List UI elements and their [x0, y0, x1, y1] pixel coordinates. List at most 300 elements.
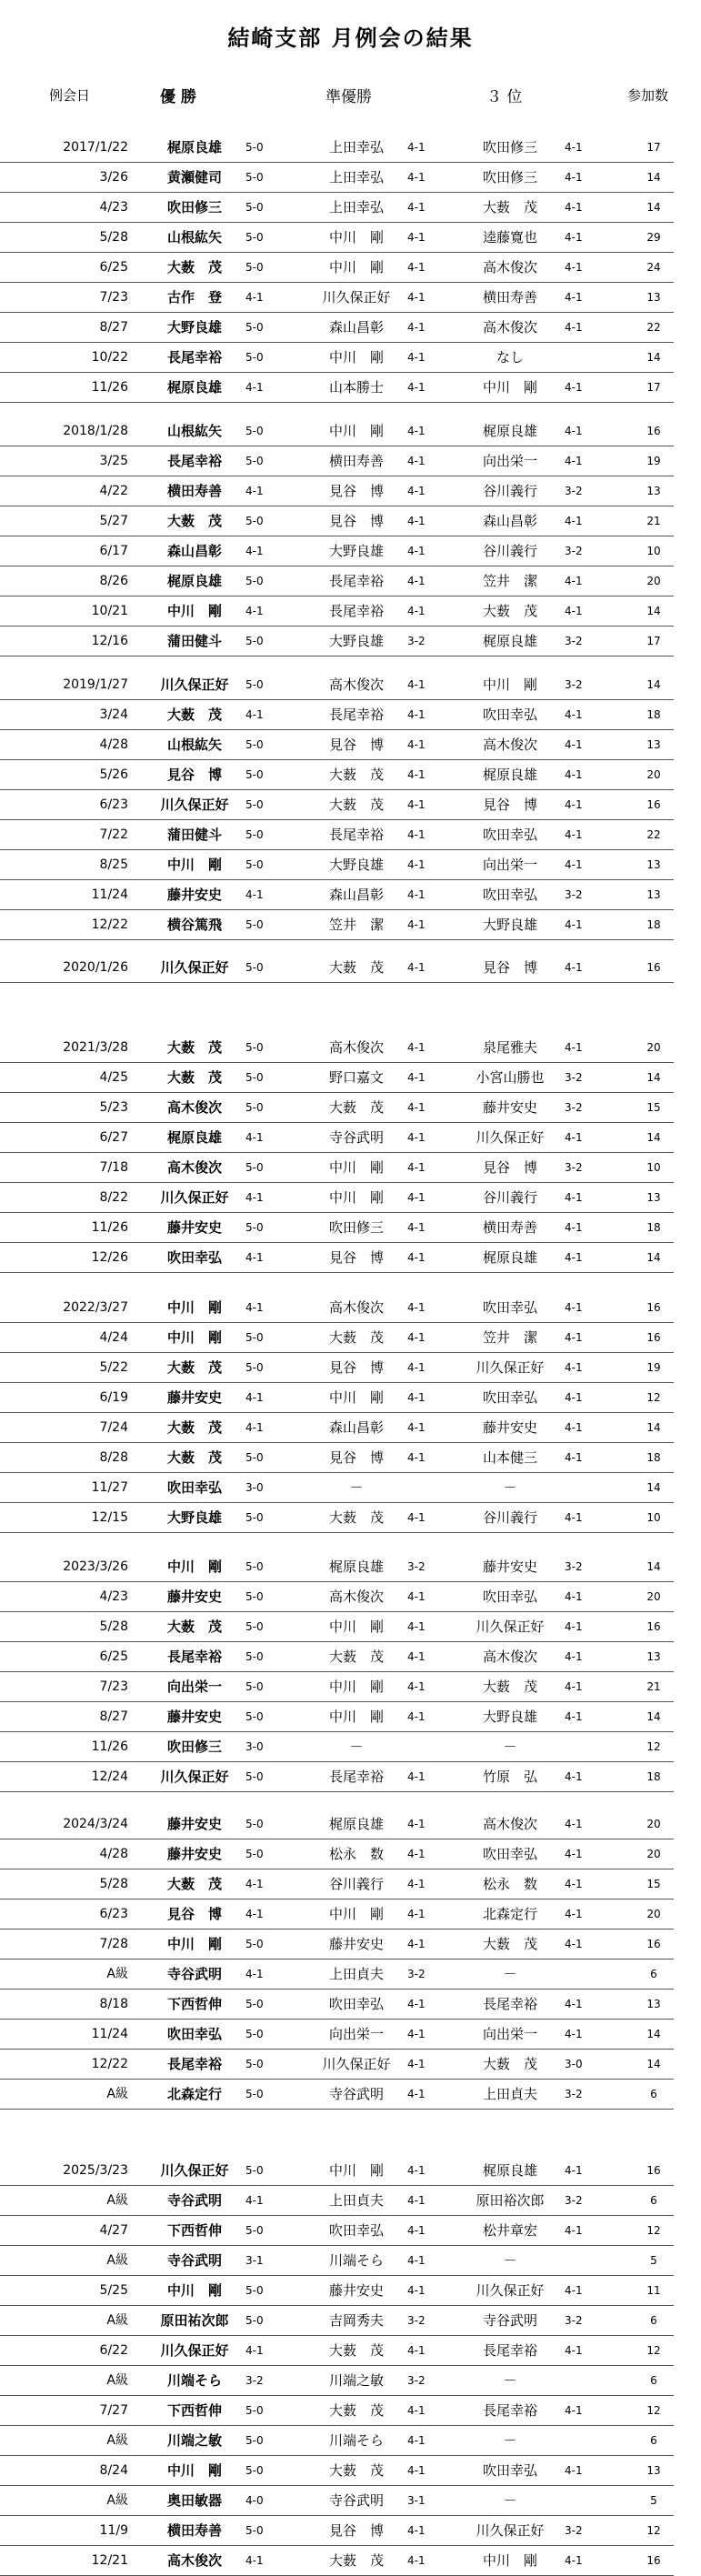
cell-count: 6 — [650, 2434, 657, 2447]
cell-winner-score: 3-0 — [245, 1481, 264, 1494]
cell-third-score: 4-1 — [565, 1710, 583, 1723]
cell-winner: 川久保正好 — [160, 797, 229, 813]
cell-third: 笠井 潔 — [482, 573, 537, 589]
cell-winner: 大薮 茂 — [166, 1359, 222, 1376]
table-row — [0, 1413, 701, 1443]
cell-winner-score: 4-1 — [245, 2344, 264, 2357]
table-row — [0, 596, 701, 626]
cell-runner-up-score: 4-1 — [407, 381, 426, 394]
cell-third: 北森定行 — [482, 1906, 537, 1922]
cell-winner: 梶原良雄 — [166, 573, 222, 589]
cell-winner: 藤井安史 — [166, 1219, 222, 1236]
table-row — [0, 850, 701, 880]
cell-winner-score: 4-1 — [245, 1191, 264, 1204]
cell-third: 松井章宏 — [482, 2222, 537, 2239]
cell-runner-up: 向出栄一 — [328, 2026, 384, 2042]
cell-date: 2018/1/28 — [63, 424, 128, 438]
cell-date: 7/27 — [99, 2403, 128, 2418]
cell-third-score: 4-1 — [565, 1998, 583, 2010]
cell-winner-score: 5-0 — [245, 321, 264, 334]
cell-date: 11/24 — [91, 2027, 128, 2041]
cell-runner-up-score: 4-1 — [407, 425, 426, 437]
cell-count: 12 — [646, 1391, 661, 1404]
cell-winner: 中川 剛 — [166, 1299, 222, 1316]
cell-count: 12 — [646, 1740, 661, 1753]
cell-count: 6 — [650, 1968, 657, 1980]
table-row — [0, 1612, 701, 1642]
cell-runner-up-score: 4-1 — [407, 2434, 426, 2447]
cell-count: 14 — [646, 605, 661, 617]
cell-date: 10/22 — [91, 350, 128, 365]
cell-winner-score: 4-1 — [245, 1131, 264, 1144]
cell-third-score: 4-1 — [565, 1361, 583, 1374]
cell-third-score: 4-1 — [565, 575, 583, 587]
cell-runner-up: 大薮 茂 — [328, 1649, 384, 1665]
cell-count: 19 — [646, 1361, 661, 1374]
cell-count: 20 — [646, 768, 661, 781]
cell-third-score: 4-1 — [565, 2404, 583, 2417]
cell-runner-up-score: 4-1 — [407, 2524, 426, 2537]
cell-third: － — [503, 1479, 517, 1496]
cell-third-score: 4-1 — [565, 261, 583, 274]
table-row — [0, 1183, 701, 1213]
cell-date: 12/21 — [91, 2553, 128, 2568]
cell-runner-up-score: 3-2 — [407, 1968, 426, 1980]
cell-runner-up: 大薮 茂 — [328, 2552, 384, 2569]
cell-date: 6/17 — [99, 544, 128, 558]
cell-date: 6/19 — [99, 1390, 128, 1405]
cell-runner-up-score: 4-1 — [407, 1620, 426, 1633]
cell-runner-up-score: 4-1 — [407, 1071, 426, 1084]
cell-runner-up: 野口嘉文 — [328, 1069, 384, 1086]
cell-count: 18 — [646, 708, 661, 721]
cell-runner-up: 見谷 博 — [328, 737, 384, 753]
cell-count: 15 — [646, 1878, 661, 1890]
cell-count: 14 — [646, 1131, 661, 1144]
cell-third: 上田貞夫 — [482, 2086, 537, 2102]
cell-winner-score: 5-0 — [245, 1818, 264, 1830]
cell-runner-up: 中川 剛 — [328, 1709, 384, 1725]
cell-runner-up-score: 4-1 — [407, 231, 426, 244]
cell-third: 長尾幸裕 — [482, 2402, 537, 2419]
cell-runner-up-score: 3-2 — [407, 2374, 426, 2387]
cell-runner-up: 山本勝士 — [328, 379, 384, 396]
cell-date: 4/27 — [99, 2223, 128, 2238]
cell-runner-up: 見谷 博 — [328, 513, 384, 529]
cell-winner: 大薮 茂 — [166, 1069, 222, 1086]
cell-winner: 寺谷武明 — [166, 2192, 222, 2209]
cell-count: 13 — [646, 291, 661, 304]
cell-date: 4/24 — [99, 1330, 128, 1345]
cell-third: 逵藤寛也 — [482, 229, 537, 246]
cell-third-score: 4-1 — [565, 1131, 583, 1144]
cell-winner: 吹田修三 — [166, 1739, 222, 1755]
cell-date: 5/28 — [99, 1619, 128, 1634]
cell-winner-score: 4-1 — [245, 1301, 264, 1314]
row-divider — [0, 982, 674, 983]
cell-third-score: 3-2 — [565, 1071, 583, 1084]
header-third: ３ 位 — [486, 88, 523, 106]
cell-third: 川久保正好 — [476, 1359, 545, 1376]
row-divider — [0, 2109, 674, 2110]
cell-runner-up: 川端そら — [328, 2252, 384, 2269]
cell-runner-up: 梶原良雄 — [328, 1559, 384, 1575]
cell-runner-up: 大薮 茂 — [328, 2402, 384, 2419]
cell-winner: 川久保正好 — [160, 2162, 229, 2179]
table-row — [0, 253, 701, 283]
cell-date: 3/26 — [99, 170, 128, 185]
cell-count: 22 — [646, 828, 661, 841]
cell-winner: 高木俊次 — [166, 2552, 222, 2569]
table-row — [0, 1702, 701, 1732]
cell-runner-up-score: 4-1 — [407, 2224, 426, 2237]
table-row — [0, 1443, 701, 1473]
cell-runner-up-score: 3-2 — [407, 2314, 426, 2327]
cell-count: 14 — [646, 201, 661, 214]
table-row — [0, 953, 701, 983]
cell-winner-score: 5-0 — [245, 2088, 264, 2100]
cell-count: 13 — [646, 738, 661, 751]
cell-winner: 下西哲伸 — [166, 2402, 222, 2419]
cell-winner-score: 4-1 — [245, 1878, 264, 1890]
cell-third-score: 4-1 — [565, 738, 583, 751]
cell-runner-up-score: 4-1 — [407, 1998, 426, 2010]
cell-runner-up-score: 4-1 — [407, 1511, 426, 1524]
cell-winner-score: 5-0 — [245, 455, 264, 467]
cell-runner-up-score: 4-1 — [407, 708, 426, 721]
table-row — [0, 730, 701, 760]
cell-count: 13 — [646, 2464, 661, 2477]
cell-count: 14 — [646, 678, 661, 691]
cell-runner-up: 見谷 博 — [328, 1249, 384, 1266]
cell-winner: 中川 剛 — [166, 1559, 222, 1575]
cell-runner-up: 吹田修三 — [328, 1219, 384, 1236]
cell-winner-score: 4-1 — [245, 888, 264, 901]
cell-runner-up: 中川 剛 — [328, 259, 384, 276]
cell-date: 5/25 — [99, 2283, 128, 2298]
cell-winner: 大野良雄 — [166, 1509, 222, 1526]
cell-count: 6 — [650, 2088, 657, 2100]
cell-winner-score: 3-0 — [245, 1740, 264, 1753]
cell-third-score: 3-2 — [565, 1560, 583, 1573]
cell-winner-score: 5-0 — [245, 1101, 264, 1114]
cell-third: 小宮山勝也 — [476, 1069, 545, 1086]
cell-runner-up-score: 4-1 — [407, 1680, 426, 1693]
cell-third: 笠井 潔 — [482, 1329, 537, 1346]
cell-winner: 中川 剛 — [166, 857, 222, 873]
cell-winner: 川久保正好 — [160, 2342, 229, 2359]
cell-count: 12 — [646, 2404, 661, 2417]
cell-runner-up-score: 4-1 — [407, 515, 426, 527]
cell-runner-up: 笠井 潔 — [328, 917, 384, 933]
cell-third-score: 4-1 — [565, 918, 583, 931]
cell-runner-up: 中川 剛 — [328, 2162, 384, 2179]
cell-winner-score: 5-0 — [245, 1938, 264, 1950]
cell-winner-score: 5-0 — [245, 425, 264, 437]
header-winner: 優 勝 — [160, 88, 196, 106]
table-row — [0, 343, 701, 373]
cell-date: 5/26 — [99, 767, 128, 782]
cell-third-score: 4-1 — [565, 2224, 583, 2237]
row-divider — [0, 402, 674, 403]
cell-runner-up-score: 4-1 — [407, 261, 426, 274]
cell-third-score: 4-1 — [565, 1511, 583, 1524]
cell-winner: 中川 剛 — [166, 2462, 222, 2479]
row-divider — [0, 1272, 674, 1273]
cell-third-score: 4-1 — [565, 1680, 583, 1693]
cell-winner-score: 5-0 — [245, 231, 264, 244]
cell-winner-score: 5-0 — [245, 1161, 264, 1174]
cell-date: 4/22 — [99, 484, 128, 498]
cell-runner-up: 長尾幸裕 — [328, 1769, 384, 1785]
cell-third-score: 3-2 — [565, 678, 583, 691]
table-row — [0, 1762, 701, 1792]
cell-count: 14 — [646, 171, 661, 184]
cell-runner-up: 大薮 茂 — [328, 1099, 384, 1116]
table-row — [0, 1093, 701, 1123]
cell-third: 川久保正好 — [476, 2282, 545, 2299]
cell-third: 見谷 博 — [482, 1159, 537, 1176]
cell-count: 10 — [646, 545, 661, 557]
cell-runner-up-score: 4-1 — [407, 1908, 426, 1920]
cell-third: 長尾幸裕 — [482, 1996, 537, 2012]
cell-count: 20 — [646, 1590, 661, 1603]
cell-runner-up: 大野良雄 — [328, 633, 384, 649]
cell-third: 川久保正好 — [476, 2522, 545, 2539]
cell-winner: 高木俊次 — [166, 1099, 222, 1116]
cell-date: 12/24 — [91, 1769, 128, 1784]
cell-count: 5 — [650, 2494, 657, 2507]
cell-third-score: 3-2 — [565, 2194, 583, 2207]
cell-third: － — [503, 1966, 517, 1982]
cell-count: 16 — [646, 1620, 661, 1633]
cell-third: 吹田修三 — [482, 139, 537, 155]
cell-count: 16 — [646, 961, 661, 974]
cell-runner-up-score: 4-1 — [407, 858, 426, 871]
cell-third: － — [503, 2432, 517, 2449]
cell-winner: 森山昌彰 — [166, 543, 222, 559]
cell-runner-up-score: 4-1 — [407, 2284, 426, 2297]
cell-runner-up: 長尾幸裕 — [328, 603, 384, 619]
cell-runner-up: 見谷 博 — [328, 1359, 384, 1376]
cell-date: 6/27 — [99, 1130, 128, 1145]
table-row — [0, 2486, 701, 2516]
cell-date: 3/24 — [99, 707, 128, 722]
cell-count: 16 — [646, 1301, 661, 1314]
cell-third: 原田裕次郎 — [476, 2192, 545, 2209]
cell-runner-up-score: 4-1 — [407, 1818, 426, 1830]
cell-third-score: 3-2 — [565, 1161, 583, 1174]
cell-date: 12/16 — [91, 634, 128, 648]
cell-runner-up: 中川 剛 — [328, 1159, 384, 1176]
table-row — [0, 1839, 701, 1869]
cell-date: 8/25 — [99, 857, 128, 872]
cell-third: 大野良雄 — [482, 1709, 537, 1725]
cell-date: 4/23 — [99, 200, 128, 215]
cell-winner: 蒲田健斗 — [166, 633, 222, 649]
cell-runner-up: 大薮 茂 — [328, 959, 384, 976]
cell-winner-score: 5-0 — [245, 1511, 264, 1524]
cell-third-score: 4-1 — [565, 858, 583, 871]
cell-third: 横田寿善 — [482, 1219, 537, 1236]
cell-runner-up-score: 4-1 — [407, 545, 426, 557]
cell-winner: 藤井安史 — [166, 1709, 222, 1725]
cell-date: 6/22 — [99, 2343, 128, 2358]
cell-runner-up: 長尾幸裕 — [328, 573, 384, 589]
cell-winner-score: 5-0 — [245, 1560, 264, 1573]
cell-date: 5/28 — [99, 1877, 128, 1891]
cell-winner-score: 3-2 — [245, 2374, 264, 2387]
table-row — [0, 2246, 701, 2276]
cell-winner-score: 5-0 — [245, 141, 264, 154]
table-row — [0, 1243, 701, 1273]
cell-winner: 見谷 博 — [166, 767, 222, 783]
table-row — [0, 1960, 701, 1990]
table-row — [0, 1323, 701, 1353]
cell-date: 3/25 — [99, 454, 128, 468]
cell-runner-up-score: 4-1 — [407, 1191, 426, 1204]
cell-date: 8/18 — [99, 1997, 128, 2011]
cell-count: 19 — [646, 455, 661, 467]
cell-winner: 長尾幸裕 — [166, 453, 222, 469]
cell-runner-up: 藤井安史 — [328, 2282, 384, 2299]
cell-winner-score: 5-0 — [245, 1620, 264, 1633]
cell-count: 29 — [646, 231, 661, 244]
cell-winner-score: 5-0 — [245, 1680, 264, 1693]
cell-third: 山本健三 — [482, 1449, 537, 1466]
cell-third-score: 3-2 — [565, 635, 583, 647]
cell-runner-up: 中川 剛 — [328, 349, 384, 366]
table-row — [0, 163, 701, 193]
cell-winner-score: 5-0 — [245, 678, 264, 691]
cell-third-score: 4-1 — [565, 1938, 583, 1950]
cell-winner-score: 4-1 — [245, 381, 264, 394]
cell-third: 高木俊次 — [482, 1649, 537, 1665]
cell-count: 17 — [646, 635, 661, 647]
cell-runner-up-score: 4-1 — [407, 2058, 426, 2070]
cell-date: A級 — [106, 1967, 128, 1981]
cell-third-score: 4-1 — [565, 798, 583, 811]
cell-runner-up-score: 4-1 — [407, 1451, 426, 1464]
table-row — [0, 670, 701, 700]
cell-third: 吹田修三 — [482, 169, 537, 185]
cell-winner: 大薮 茂 — [166, 1419, 222, 1436]
cell-winner-score: 5-0 — [245, 918, 264, 931]
cell-winner-score: 3-1 — [245, 2254, 264, 2267]
cell-date: A級 — [106, 2253, 128, 2268]
table-row — [0, 790, 701, 820]
cell-count: 21 — [646, 515, 661, 527]
cell-third-score: 3-2 — [565, 2524, 583, 2537]
cell-runner-up: 中川 剛 — [328, 1679, 384, 1695]
cell-third: 向出栄一 — [482, 2026, 537, 2042]
table-row — [0, 2216, 701, 2246]
cell-runner-up: 中川 剛 — [328, 423, 384, 439]
cell-third-score: 4-1 — [565, 1818, 583, 1830]
cell-count: 6 — [650, 2374, 657, 2387]
cell-date: 12/15 — [91, 1510, 128, 1525]
cell-third-score: 4-1 — [565, 2554, 583, 2567]
cell-winner: 川端そら — [166, 2372, 222, 2389]
cell-date: A級 — [106, 2373, 128, 2388]
cell-count: 14 — [646, 2028, 661, 2040]
cell-winner-score: 5-0 — [245, 1650, 264, 1663]
cell-runner-up-score: 4-1 — [407, 918, 426, 931]
cell-runner-up: 谷川義行 — [328, 1876, 384, 1892]
cell-runner-up-score: 4-1 — [407, 605, 426, 617]
cell-third: 吹田幸弘 — [482, 707, 537, 723]
cell-winner: 中川 剛 — [166, 603, 222, 619]
cell-count: 24 — [646, 261, 661, 274]
cell-count: 10 — [646, 1511, 661, 1524]
table-row — [0, 1033, 701, 1063]
cell-third-score: 3-0 — [565, 2058, 583, 2070]
cell-third-score: 4-1 — [565, 515, 583, 527]
cell-date: 8/27 — [99, 320, 128, 335]
row-divider — [0, 1532, 674, 1533]
table-row — [0, 193, 701, 223]
cell-runner-up-score: 4-1 — [407, 2028, 426, 2040]
cell-winner-score: 5-0 — [245, 2058, 264, 2070]
cell-date: A級 — [106, 2087, 128, 2101]
cell-date: 2017/1/22 — [63, 140, 128, 155]
cell-date: 7/28 — [99, 1937, 128, 1951]
cell-third: なし — [496, 349, 524, 366]
cell-third: 中川 剛 — [482, 2552, 537, 2569]
cell-third: 大薮 茂 — [482, 1679, 537, 1695]
cell-runner-up-score: 4-1 — [407, 2344, 426, 2357]
cell-third-score: 4-1 — [565, 2284, 583, 2297]
cell-winner: 見谷 博 — [166, 1906, 222, 1922]
cell-runner-up-score: 4-1 — [407, 1848, 426, 1860]
cell-runner-up-score: 4-1 — [407, 455, 426, 467]
cell-runner-up: 川端之敏 — [328, 2372, 384, 2389]
cell-winner-score: 5-0 — [245, 828, 264, 841]
cell-date: 12/22 — [91, 917, 128, 932]
cell-count: 18 — [646, 1770, 661, 1783]
cell-third: 高木俊次 — [482, 259, 537, 276]
cell-runner-up: 森山昌彰 — [328, 319, 384, 336]
cell-winner: 蒲田健斗 — [166, 827, 222, 843]
cell-winner: 藤井安史 — [166, 1589, 222, 1605]
cell-date: 5/23 — [99, 1100, 128, 1115]
cell-runner-up-score: 4-1 — [407, 1221, 426, 1234]
cell-third-score: 4-1 — [565, 1251, 583, 1264]
cell-runner-up: 大野良雄 — [328, 857, 384, 873]
cell-winner: 中川 剛 — [166, 2282, 222, 2299]
cell-winner-score: 5-0 — [245, 1361, 264, 1374]
cell-runner-up-score: 4-1 — [407, 2554, 426, 2567]
cell-count: 21 — [646, 1680, 661, 1693]
cell-runner-up: 長尾幸裕 — [328, 827, 384, 843]
cell-runner-up: 川久保正好 — [322, 2056, 391, 2072]
page-title: 結崎支部 月例会の結果 — [227, 25, 474, 51]
cell-winner-score: 5-0 — [245, 1041, 264, 1054]
table-row — [0, 1990, 701, 2020]
cell-third-score: 3-2 — [565, 485, 583, 497]
cell-winner: 長尾幸裕 — [166, 349, 222, 366]
cell-count: 14 — [646, 1071, 661, 1084]
cell-date: 4/28 — [99, 737, 128, 752]
cell-winner: 寺谷武明 — [166, 2252, 222, 2269]
cell-count: 13 — [646, 1191, 661, 1204]
cell-date: 10/21 — [91, 604, 128, 618]
cell-winner-score: 5-0 — [245, 1770, 264, 1783]
cell-count: 16 — [646, 1331, 661, 1344]
table-row — [0, 1123, 701, 1153]
cell-runner-up-score: 4-1 — [407, 485, 426, 497]
cell-runner-up: 松永 数 — [328, 1846, 384, 1862]
